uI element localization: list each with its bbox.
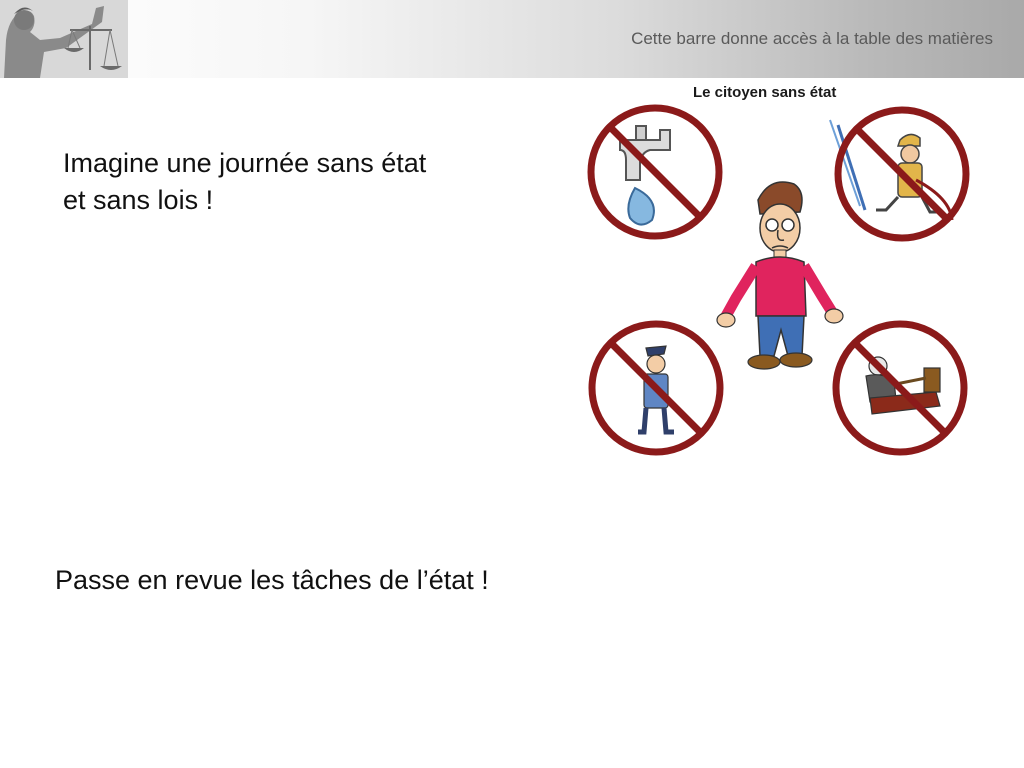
table-of-contents-label[interactable]: Cette barre donne accès à la table des matières <box>631 29 993 48</box>
illustration-title: Le citoyen sans état <box>693 84 837 101</box>
prohibition-sign <box>592 324 720 452</box>
justice-statue-logo <box>0 0 128 78</box>
citizen-figure <box>717 182 843 369</box>
table-of-contents-bar[interactable] <box>0 0 1024 78</box>
citizen-without-state-illustration <box>580 80 980 460</box>
prohibition-sign <box>591 108 719 236</box>
prohibition-sign <box>838 110 966 238</box>
intro-line-1: Imagine une journée sans état <box>63 148 427 178</box>
review-prompt: Passe en revue les tâches de l’état ! <box>55 565 489 595</box>
intro-line-2: et sans lois ! <box>63 185 214 215</box>
prohibition-sign <box>836 324 964 452</box>
intro-text <box>63 145 543 219</box>
